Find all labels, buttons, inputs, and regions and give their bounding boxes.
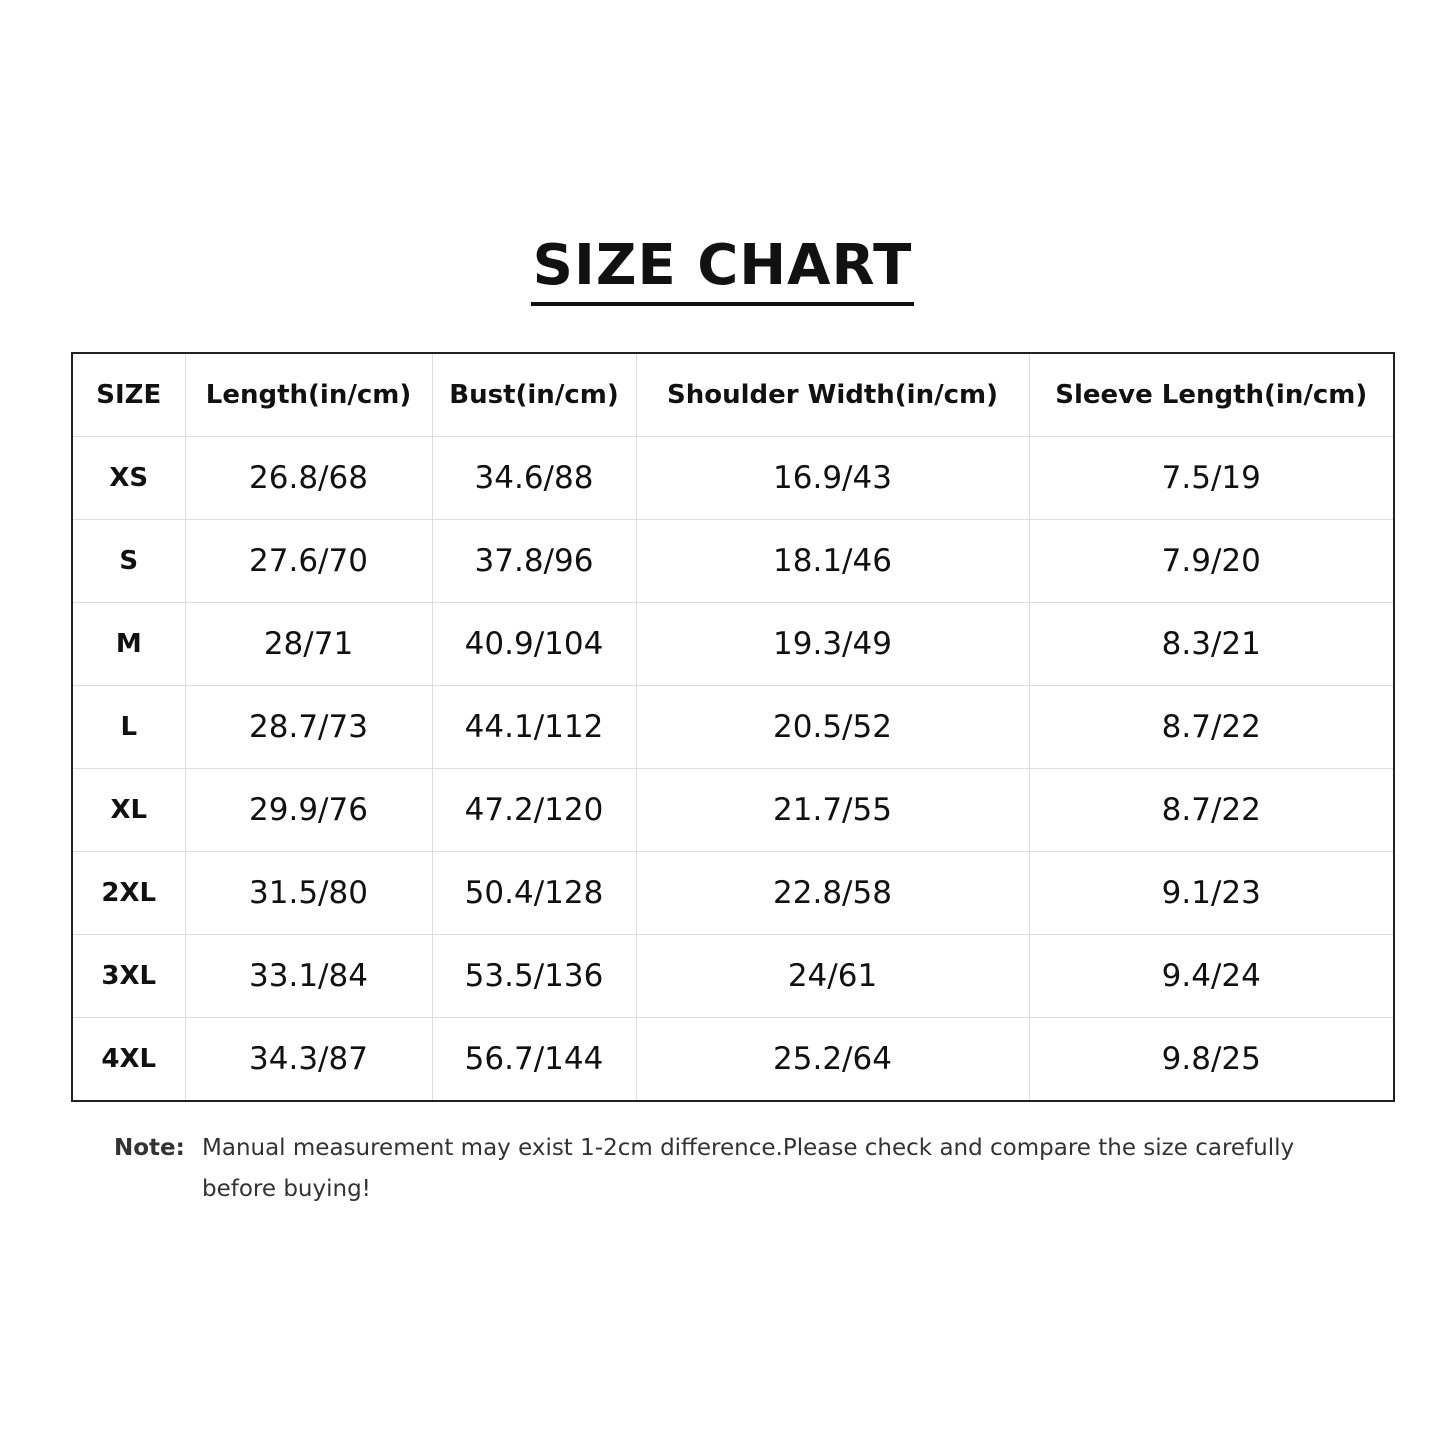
sleeve-length-cell: 9.1/23 <box>1029 852 1394 935</box>
table-row <box>72 769 1394 852</box>
table-row <box>72 686 1394 769</box>
table-header-row <box>72 353 1394 437</box>
shoulder-width-cell: 16.9/43 <box>636 437 1029 520</box>
length-cell: 33.1/84 <box>185 935 432 1018</box>
sleeve-length-cell: 9.8/25 <box>1029 1018 1394 1102</box>
size-cell: XS <box>72 437 185 520</box>
column-header-sleeve-length: Sleeve Length(in/cm) <box>1029 353 1394 437</box>
sleeve-length-cell: 9.4/24 <box>1029 935 1394 1018</box>
measurement-note <box>114 1128 1354 1210</box>
length-cell: 31.5/80 <box>185 852 432 935</box>
table-row <box>72 603 1394 686</box>
bust-cell: 37.8/96 <box>432 520 636 603</box>
size-chart-table <box>71 352 1395 1102</box>
shoulder-width-cell: 22.8/58 <box>636 852 1029 935</box>
size-cell: XL <box>72 769 185 852</box>
column-header-bust: Bust(in/cm) <box>432 353 636 437</box>
bust-cell: 40.9/104 <box>432 603 636 686</box>
bust-cell: 56.7/144 <box>432 1018 636 1102</box>
sleeve-length-cell: 7.9/20 <box>1029 520 1394 603</box>
column-header-shoulder-width: Shoulder Width(in/cm) <box>636 353 1029 437</box>
note-label: Note: <box>114 1135 185 1161</box>
length-cell: 26.8/68 <box>185 437 432 520</box>
length-cell: 29.9/76 <box>185 769 432 852</box>
page-title: SIZE CHART <box>531 232 915 306</box>
table-row <box>72 935 1394 1018</box>
column-header-size: SIZE <box>72 353 185 437</box>
size-cell: L <box>72 686 185 769</box>
size-cell: 3XL <box>72 935 185 1018</box>
table-row <box>72 520 1394 603</box>
bust-cell: 44.1/112 <box>432 686 636 769</box>
bust-cell: 50.4/128 <box>432 852 636 935</box>
sleeve-length-cell: 8.3/21 <box>1029 603 1394 686</box>
note-text: Manual measurement may exist 1-2cm difference.Please check and compare the size carefully before buying! <box>202 1135 1295 1202</box>
table-row <box>72 852 1394 935</box>
size-cell: S <box>72 520 185 603</box>
sleeve-length-cell: 8.7/22 <box>1029 769 1394 852</box>
length-cell: 27.6/70 <box>185 520 432 603</box>
table-row <box>72 437 1394 520</box>
size-chart-title-wrap <box>0 232 1445 306</box>
sleeve-length-cell: 7.5/19 <box>1029 437 1394 520</box>
table-row <box>72 1018 1394 1102</box>
bust-cell: 34.6/88 <box>432 437 636 520</box>
shoulder-width-cell: 24/61 <box>636 935 1029 1018</box>
length-cell: 34.3/87 <box>185 1018 432 1102</box>
bust-cell: 47.2/120 <box>432 769 636 852</box>
bust-cell: 53.5/136 <box>432 935 636 1018</box>
shoulder-width-cell: 18.1/46 <box>636 520 1029 603</box>
shoulder-width-cell: 19.3/49 <box>636 603 1029 686</box>
size-cell: 4XL <box>72 1018 185 1102</box>
shoulder-width-cell: 25.2/64 <box>636 1018 1029 1102</box>
column-header-length: Length(in/cm) <box>185 353 432 437</box>
size-cell: 2XL <box>72 852 185 935</box>
sleeve-length-cell: 8.7/22 <box>1029 686 1394 769</box>
length-cell: 28/71 <box>185 603 432 686</box>
shoulder-width-cell: 21.7/55 <box>636 769 1029 852</box>
length-cell: 28.7/73 <box>185 686 432 769</box>
size-cell: M <box>72 603 185 686</box>
shoulder-width-cell: 20.5/52 <box>636 686 1029 769</box>
